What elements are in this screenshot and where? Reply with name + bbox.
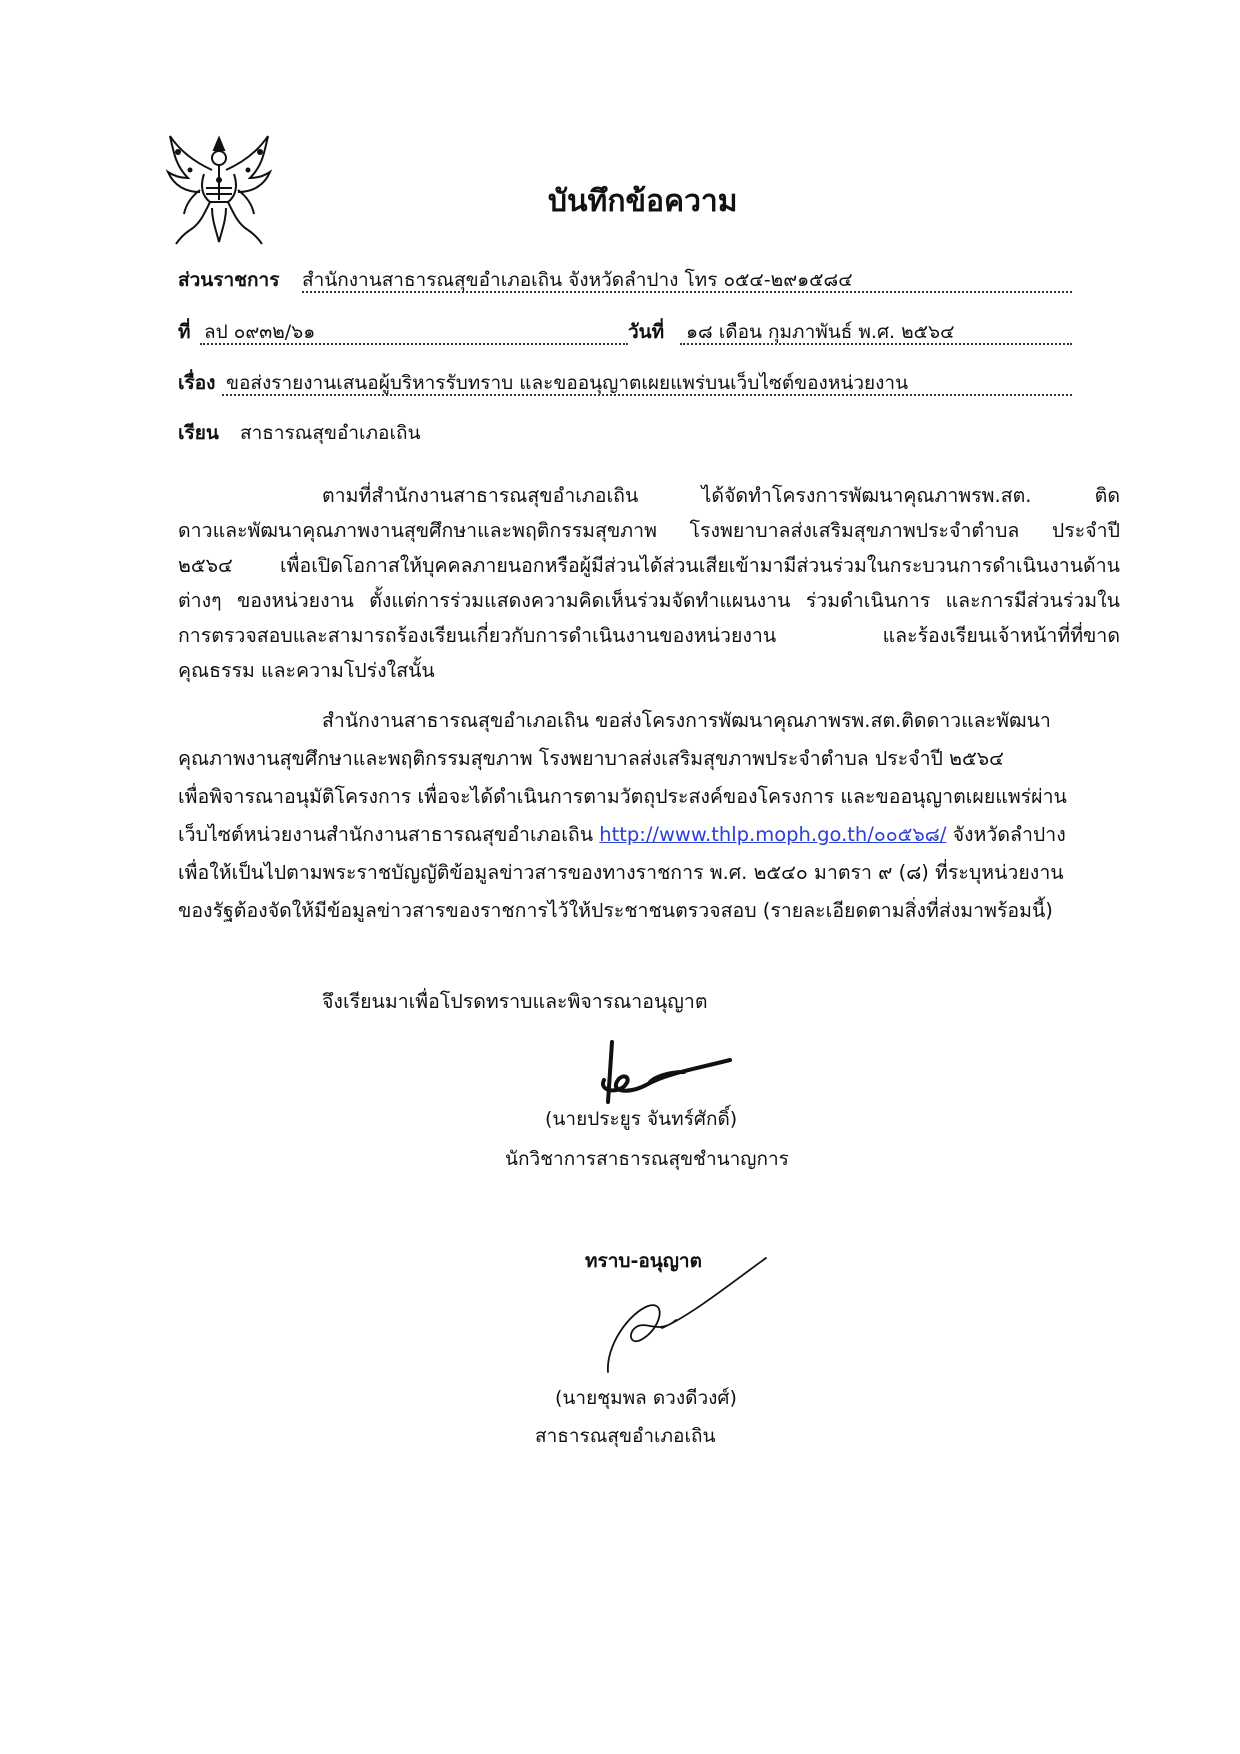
document-title: บันทึกข้อความ xyxy=(548,184,738,219)
ref-value: ลป ๐๙๓๒/๖๑ xyxy=(204,321,316,343)
p2-line-4-pre: เว็บไซต์หน่วยงานสำนักงานสาธารณสุขอำเภอเถิน xyxy=(178,823,600,846)
p2-line-4 xyxy=(178,816,1078,854)
dept-dotted-line xyxy=(302,291,1072,293)
to-label: เรียน xyxy=(178,422,219,444)
p2-line-6: ของรัฐต้องจัดให้มีข้อมูลข่าวสารของราชการไว้ให้ประชาชนตรวจสอบ (รายละเอียดตามสิ่งที่ส่งมาพร้อมนี้) xyxy=(178,899,1053,922)
signature-1 xyxy=(590,1032,740,1110)
p1-line-1-text: ตามที่สำนักงานสาธารณสุขอำเภอเถิน ได้จัดทำโครงการพัฒนาคุณภาพรพ.สต. ติด xyxy=(322,484,1120,507)
signer1-position: นักวิชาการสาธารณสุขชำนาญการ xyxy=(505,1148,789,1170)
date-label: วันที่ xyxy=(628,321,665,343)
approver-name: (นายชุมพล ดวงดีวงศ์) xyxy=(555,1387,737,1409)
approval-label: ทราบ-อนุญาต xyxy=(585,1250,702,1272)
paragraph-2 xyxy=(178,702,1078,930)
subject-dotted-line xyxy=(222,394,1072,396)
ref-label: ที่ xyxy=(178,321,191,343)
signature-2 xyxy=(590,1254,770,1378)
approver-position: สาธารณสุขอำเภอเถิน xyxy=(535,1425,716,1447)
dept-label: ส่วนราชการ xyxy=(178,269,280,291)
p1-line-1 xyxy=(178,478,1120,513)
date-value: ๑๘ เดือน กุมภาพันธ์ พ.ศ. ๒๕๖๔ xyxy=(686,321,955,343)
subject-value: ขอส่งรายงานเสนอผู้บริหารรับทราบ และขออนุญาตเผยแพร่บนเว็บไซต์ของหน่วยงาน xyxy=(226,372,909,394)
website-link[interactable]: http://www.thlp.moph.go.th/๐๐๕๖๘/ xyxy=(599,823,947,846)
paragraph-1 xyxy=(178,478,1120,688)
p2-line-4-post: จังหวัดลำปาง xyxy=(946,823,1066,846)
ref-dotted-line xyxy=(200,343,628,345)
p1-line-4: ต่างๆ ของหน่วยงาน ตั้งแต่การร่วมแสดงความคิดเห็นร่วมจัดทำแผนงาน ร่วมดำเนินการ และการมีส่วนร่วมใน xyxy=(178,589,1120,612)
p2-line-3: เพื่อพิจารณาอนุมัติโครงการ เพื่อจะได้ดำเนินการตามวัตถุประสงค์ของโครงการ และขออนุญาตเผยแพร่ผ่าน xyxy=(178,785,1067,808)
p1-line-2: ดาวและพัฒนาคุณภาพงานสุขศึกษาและพฤติกรรมสุขภาพ โรงพยาบาลส่งเสริมสุขภาพประจำตำบล ประจำปี xyxy=(178,519,1120,542)
p2-line-5: เพื่อให้เป็นไปตามพระราชบัญญัติข้อมูลข่าวสารของทางราชการ พ.ศ. ๒๕๔๐ มาตรา ๙ (๘) ที่ระบุหน่วยงาน xyxy=(178,861,1064,884)
p2-line-2: คุณภาพงานสุขศึกษาและพฤติกรรมสุขภาพ โรงพยาบาลส่งเสริมสุขภาพประจำตำบล ประจำปี ๒๕๖๔ xyxy=(178,747,1004,770)
p2-line-1-text: สำนักงานสาธารณสุขอำเภอเถิน ขอส่งโครงการพัฒนาคุณภาพรพ.สต.ติดดาวและพัฒนา xyxy=(322,709,1051,732)
to-value: สาธารณสุขอำเภอเถิน xyxy=(240,422,421,444)
p1-line-6: คุณธรรม และความโปร่งใสนั้น xyxy=(178,659,435,682)
p2-line-1 xyxy=(178,702,1078,740)
subject-label: เรื่อง xyxy=(178,372,216,394)
closing-line: จึงเรียนมาเพื่อโปรดทราบและพิจารณาอนุญาต xyxy=(322,990,708,1013)
dept-value: สำนักงานสาธารณสุขอำเภอเถิน จังหวัดลำปาง โทร ๐๕๔-๒๙๑๕๘๔ xyxy=(302,269,853,291)
p1-line-3: ๒๕๖๔ เพื่อเปิดโอกาสให้บุคคลภายนอกหรือผู้มีส่วนได้ส่วนเสียเข้ามามีส่วนร่วมในกระบวนการดำเนินงานด้าน xyxy=(178,554,1120,577)
garuda-emblem-icon xyxy=(160,130,278,248)
p1-line-5: การตรวจสอบและสามารถร้องเรียนเกี่ยวกับการดำเนินงานของหน่วยงาน และร้องเรียนเจ้าหน้าที่ที่ขาด xyxy=(178,624,1120,647)
date-dotted-line xyxy=(680,343,1072,345)
signer1-name: (นายประยูร จันทร์ศักดิ์) xyxy=(545,1108,738,1130)
